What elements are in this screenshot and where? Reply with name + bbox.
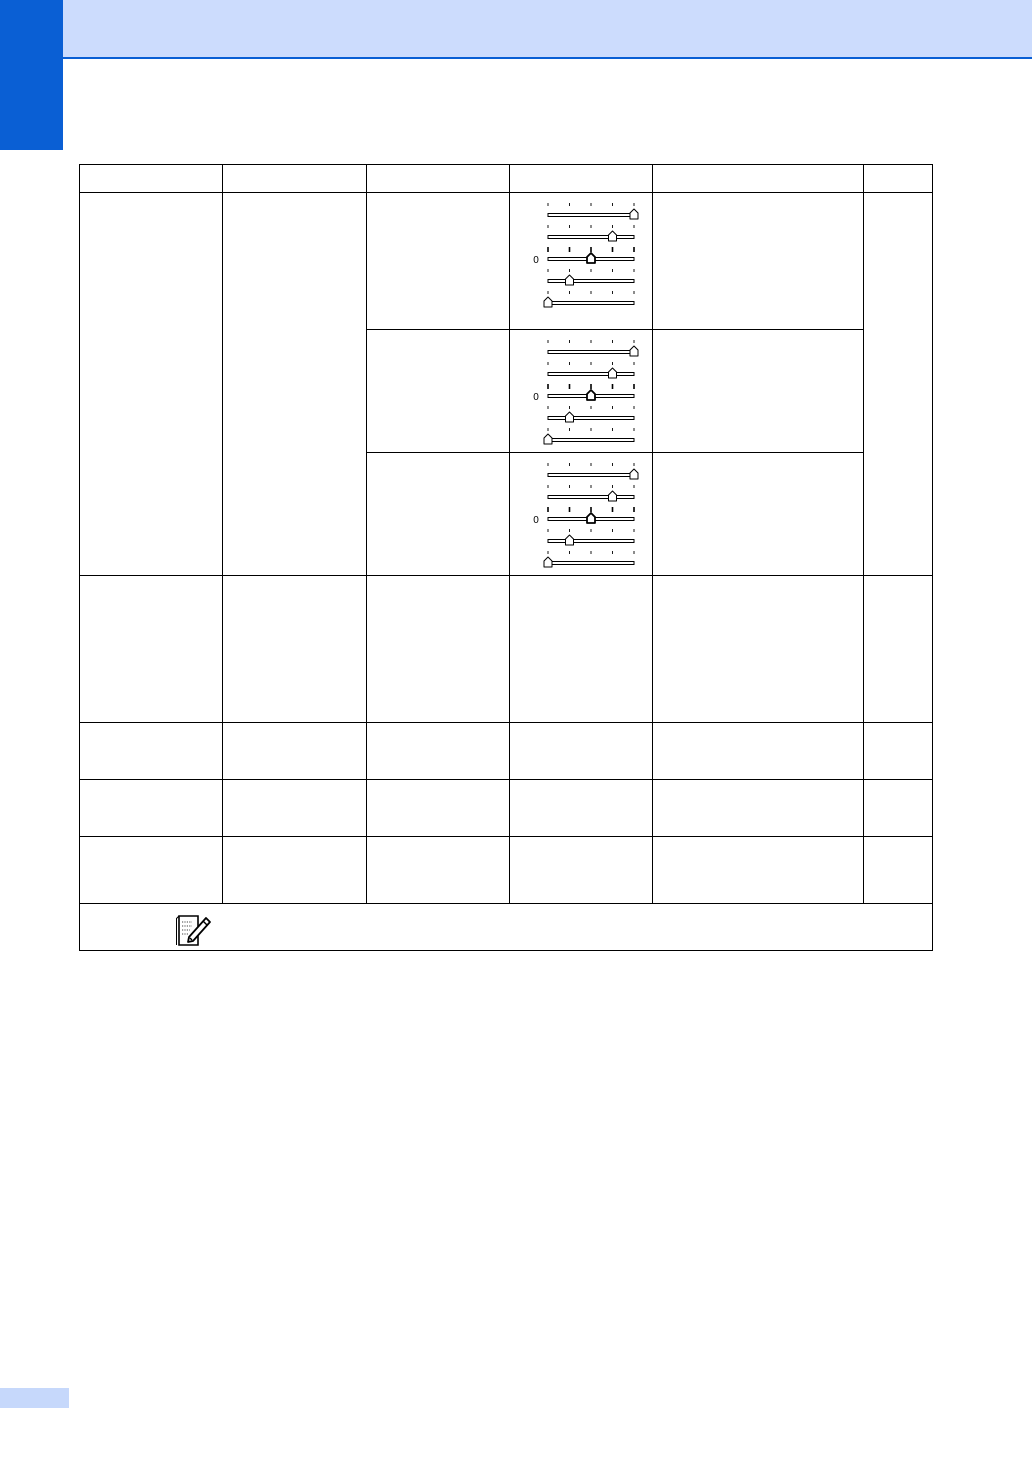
table-cell bbox=[510, 837, 653, 904]
slider-track bbox=[548, 214, 634, 217]
column-header bbox=[80, 165, 223, 193]
slider-handle bbox=[587, 513, 595, 523]
table-cell bbox=[80, 576, 223, 723]
slider-handle bbox=[544, 434, 552, 444]
table-header-row bbox=[80, 165, 933, 193]
table-cell bbox=[653, 723, 864, 780]
table-row bbox=[80, 723, 933, 780]
note-row bbox=[80, 904, 933, 951]
slider-track bbox=[548, 540, 634, 543]
settings-table bbox=[79, 164, 933, 951]
level-diagram bbox=[510, 193, 653, 315]
level-diagram bbox=[510, 453, 653, 575]
table-cell bbox=[653, 193, 864, 330]
slider-handle bbox=[609, 491, 617, 501]
table-cell bbox=[80, 780, 223, 837]
table-cell bbox=[653, 780, 864, 837]
table-cell bbox=[510, 576, 653, 723]
table-cell bbox=[864, 780, 933, 837]
table-cell bbox=[510, 780, 653, 837]
table-cell bbox=[80, 193, 223, 576]
slider-handle bbox=[566, 275, 574, 285]
zero-level-label: 0 bbox=[533, 255, 539, 266]
table-cell bbox=[653, 330, 864, 453]
slider-track bbox=[548, 417, 634, 420]
note-pencil-icon bbox=[176, 912, 212, 948]
table-cell bbox=[367, 193, 510, 330]
column-header bbox=[510, 165, 653, 193]
slider-track bbox=[548, 439, 634, 442]
table-cell bbox=[367, 780, 510, 837]
table-cell bbox=[653, 576, 864, 723]
slider-handle bbox=[544, 557, 552, 567]
slider-handle bbox=[630, 209, 638, 219]
slider-handle bbox=[630, 469, 638, 479]
table-cell bbox=[864, 576, 933, 723]
table-cell bbox=[864, 723, 933, 780]
slider-track bbox=[548, 562, 634, 565]
table-cell bbox=[223, 576, 367, 723]
table-row bbox=[80, 576, 933, 723]
slider-handle bbox=[566, 535, 574, 545]
slider-handle bbox=[609, 368, 617, 378]
slider-track bbox=[548, 373, 634, 376]
table-cell bbox=[80, 837, 223, 904]
column-header bbox=[864, 165, 933, 193]
table-cell bbox=[864, 837, 933, 904]
slider-handle bbox=[587, 390, 595, 400]
table-cell bbox=[367, 723, 510, 780]
slider-track bbox=[548, 302, 634, 305]
slider-handle bbox=[544, 297, 552, 307]
table-cell bbox=[223, 193, 367, 576]
footer-page-tab bbox=[0, 1388, 69, 1408]
table-cell bbox=[367, 576, 510, 723]
slider-handle bbox=[587, 253, 595, 263]
zero-level-label: 0 bbox=[533, 515, 539, 526]
column-header bbox=[367, 165, 510, 193]
slider-handle bbox=[566, 412, 574, 422]
slider-track bbox=[548, 474, 634, 477]
table-cell bbox=[653, 453, 864, 576]
table-row bbox=[80, 780, 933, 837]
slider-track bbox=[548, 236, 634, 239]
table-row bbox=[80, 193, 933, 330]
table-cell bbox=[223, 837, 367, 904]
table-row bbox=[80, 837, 933, 904]
page-header-band bbox=[63, 0, 1032, 57]
level-diagram-cell bbox=[510, 193, 653, 330]
slider-track bbox=[548, 351, 634, 354]
table-cell bbox=[223, 780, 367, 837]
table-cell bbox=[510, 723, 653, 780]
slider-handle bbox=[609, 231, 617, 241]
table-cell bbox=[367, 453, 510, 576]
note-cell bbox=[80, 904, 933, 951]
level-diagram bbox=[510, 330, 653, 452]
page-header-rule bbox=[63, 57, 1032, 59]
table-cell bbox=[653, 837, 864, 904]
table-cell bbox=[864, 193, 933, 576]
slider-handle bbox=[630, 346, 638, 356]
slider-track bbox=[548, 280, 634, 283]
slider-track bbox=[548, 496, 634, 499]
zero-level-label: 0 bbox=[533, 392, 539, 403]
table-cell bbox=[367, 837, 510, 904]
column-header bbox=[653, 165, 864, 193]
level-diagram-cell bbox=[510, 453, 653, 576]
table-cell bbox=[223, 723, 367, 780]
chapter-tab bbox=[0, 0, 63, 150]
column-header bbox=[223, 165, 367, 193]
table-cell bbox=[367, 330, 510, 453]
level-diagram-cell bbox=[510, 330, 653, 453]
table-cell bbox=[80, 723, 223, 780]
